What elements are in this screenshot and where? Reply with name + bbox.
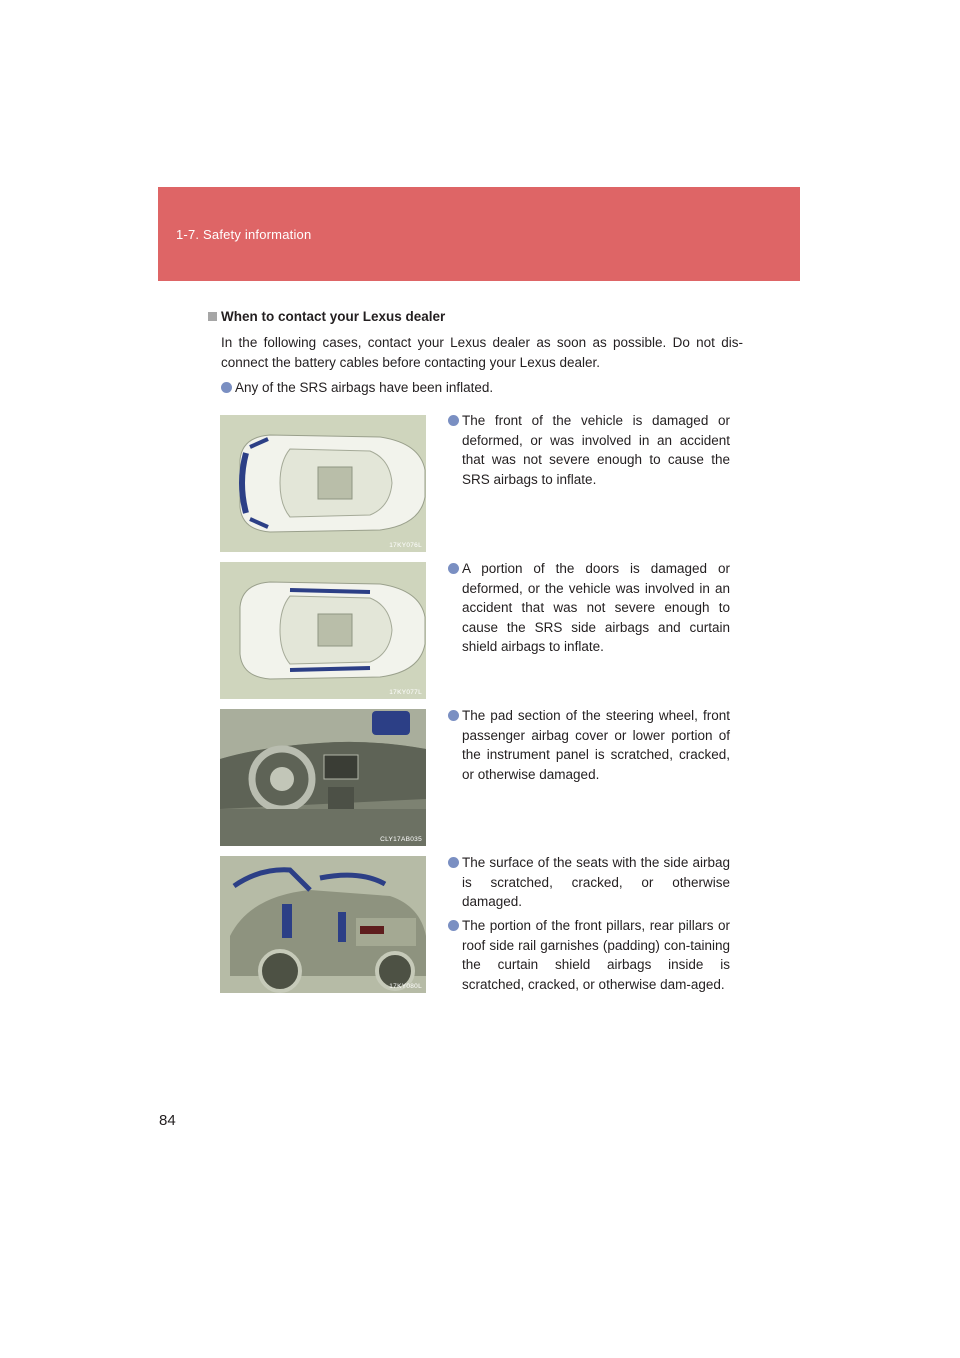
figure-code: CLY17AB035 [380, 836, 422, 843]
bullet-dot-icon [448, 563, 459, 574]
bullet-item [221, 378, 741, 398]
bullet-text: A portion of the doors is damaged or deformed, or the vehicle was involved in an accident that was not severe enough to cause the SRS side airbags and curtain shield airbags to inflate. [462, 561, 730, 654]
figure-car-top-front [220, 415, 426, 552]
bullet-text: The pad section of the steering wheel, front passenger airbag cover or lower portion of the instrument panel is scratched, cracked, or otherwise damaged. [462, 708, 730, 782]
bullet-item [448, 411, 730, 489]
bullet-dot-icon [448, 857, 459, 868]
intro-paragraph: In the following cases, contact your Lexus dealer as soon as possible. Do not dis-connect the battery cables before contacting your Lexus dealer. [221, 335, 743, 370]
square-bullet-icon [208, 312, 217, 321]
dashboard-illustration [220, 709, 426, 846]
bullet-dot-icon [448, 710, 459, 721]
bullet-text: Any of the SRS airbags have been inflated. [235, 380, 494, 395]
bullet-dot-icon [221, 382, 232, 393]
bullet-text: The front of the vehicle is damaged or deformed, or was involved in an accident that was not severe enough to cause the SRS airbags to inflate. [462, 413, 730, 487]
figure-code: 17KY080L [389, 983, 422, 990]
car-top-front-illustration [220, 415, 426, 552]
figure-dashboard [220, 709, 426, 846]
section-title: 1-7. Safety information [176, 227, 312, 242]
bullet-item [448, 853, 730, 912]
figure-convertible-seats [220, 856, 426, 993]
figure-code: 17KY076L [389, 542, 422, 549]
bullet-item [448, 916, 730, 994]
subsection-heading [208, 309, 445, 324]
figure-car-top-doors [220, 562, 426, 699]
car-top-doors-illustration [220, 562, 426, 699]
section-header-band [158, 187, 800, 281]
page-number: 84 [159, 1112, 176, 1129]
convertible-illustration [220, 856, 426, 993]
bullet-dot-icon [448, 920, 459, 931]
bullet-text: The portion of the front pillars, rear pillars or roof side rail garnishes (padding) con-taining the curtain shield airbags inside is scratched, cracked, or otherwise dam-aged. [462, 918, 730, 992]
figure-code: 17KY077L [389, 689, 422, 696]
bullet-item [448, 559, 730, 657]
bullet-text: The surface of the seats with the side airbag is scratched, cracked, or otherwise damaged. [462, 855, 730, 909]
bullet-item [448, 706, 730, 784]
bullet-dot-icon [448, 415, 459, 426]
subsection-heading-text: When to contact your Lexus dealer [221, 309, 446, 324]
